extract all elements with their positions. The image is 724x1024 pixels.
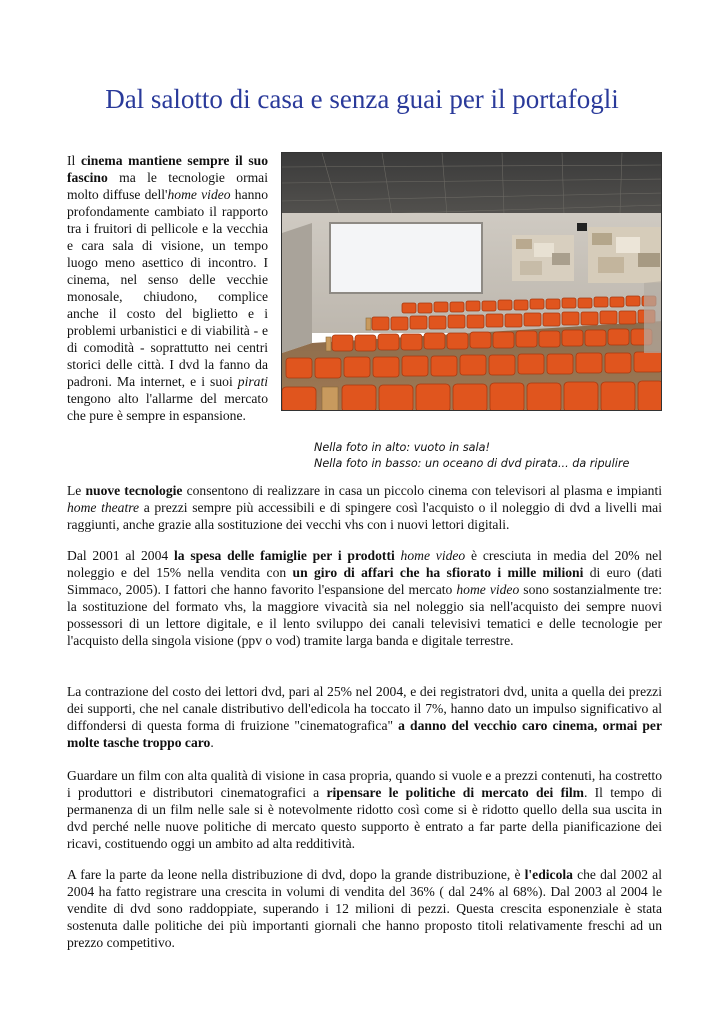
intro-paragraph <box>67 152 268 424</box>
cinema-hall-photo <box>281 152 662 411</box>
text-run: consentono di realizzare in casa un piccolo cinema con televisori al plasma e impianti <box>182 483 662 498</box>
photo-caption <box>314 440 694 472</box>
article-title: Dal salotto di casa e senza guai per il portafogli <box>105 84 619 114</box>
text-run: A fare la parte da leone nella distribuzione di dvd, dopo la grande distribuzione, è <box>67 867 525 882</box>
text-run: a prezzi sempre più accessibili e di spingere così l'acquisto o il noleggio di dvd a livelli mai raggiunti, anche grazie alla sostituzione dei vecchi vhs con i nuovi lettori digitali. <box>67 500 662 532</box>
bold-run: l'edicola <box>524 867 573 882</box>
bold-run: la spesa delle famiglie per i prodotti <box>173 548 395 563</box>
text-run: . <box>210 735 214 750</box>
text-run: tengono alto l'allarme del mercato che pure è sempre in espansione. <box>67 391 268 423</box>
bold-run: a danno del vecchio caro cinema, ormai per molte tasche troppo caro <box>67 718 662 750</box>
italic-run: home video <box>456 582 520 597</box>
italic-run: home theatre <box>67 500 140 515</box>
body-paragraph-5 <box>67 866 662 951</box>
text-run: ma le tecnologie ormai molto diffuse dell' <box>67 170 268 202</box>
italic-run: home video <box>167 187 231 202</box>
text-run: La contrazione del costo dei lettori dvd, pari al 25% nel 2004, e dei registratori dvd, unita a quella dei prezzi dei supporti, che nel canale distributivo dell'edicola ha toccato il 7%, hanno dato un impulso significativo al diffondersi di questa forma di fruizione "cinematografica" <box>67 684 662 733</box>
text-run: che dal 2002 al 2004 ha fatto registrare una crescita in volumi di vendita del 36% ( dal 24% al 68%). Dal 2003 al 2004 le vendite di dvd sono raddoppiate, superando i 12 milioni di pezzi. Questa crescita esponenziale è stata sostenuta dalle politiche dei più importanti giornali che hanno proposto titoli relativamente freschi ad un prezzo competitivo. <box>67 867 662 950</box>
italic-run: pirati <box>237 374 268 389</box>
text-run: Dal 2001 al 2004 <box>67 548 174 563</box>
bold-run: un giro di affari che ha sfiorato i mille milioni <box>292 565 584 580</box>
text-run: . Il tempo di permanenza di un film nelle sale si è notevolmente ridotto così come si è ridotto quello della sua uscita in dvd perché nelle nuove politiche di mercato questo supporto è entrato a far parte della pianificazione dei ricavi, costituendo oggi un ambito ad alta redditività. <box>67 785 663 851</box>
text-run: di euro (dati Simmaco, 2005). I fattori che hanno favorito l'espansione del mercato <box>67 565 662 597</box>
italic-run: home video <box>400 548 466 563</box>
text-run: hanno profondamente cambiato il rapporto tra i fruitori di pellicole e la vecchia e cara sala di visione, un tempo luogo meno asettico di incontro. I cinema, nel senso delle vecchie monosale, chiudono, complice anche il costo del biglietto e i problemi urbanistici e di viabilità - e di comodità - soprattutto nei centri storici delle città. I dvd la fanno da padroni. Ma internet, e i suoi <box>67 187 269 389</box>
text-run: Guardare un film con alta qualità di visione in casa propria, quando si vuole e a prezzi contenuti, ha costretto i produttori e distributori cinematografici a <box>67 768 662 800</box>
text-run: Il <box>67 153 81 168</box>
body-paragraph-4 <box>67 767 662 852</box>
caption-line-1: Nella foto in alto: vuoto in sala! <box>314 441 490 454</box>
bold-run: ripensare le politiche di mercato dei film <box>326 785 584 800</box>
body-paragraph-1 <box>67 482 662 533</box>
text-run: è cresciuta in media del 20% nel noleggio e del 15% nella vendita con <box>67 548 662 580</box>
text-run: sono sostanzialmente tre: la sostituzione del formato vhs, la maggiore vivacità sia nel noleggio sia nell'acquisto dei sempre nuovi possessori di un lettore digitale, e il lento sviluppo dei canali televisivi tematici e delle tecnologie per l'acquisto della singola visione (ppv o vod) tramite larga banda e digitale terrestre. <box>67 582 662 648</box>
caption-line-2: Nella foto in basso: un oceano di dvd pirata... da ripulire <box>314 457 630 470</box>
text-run: Le <box>67 483 86 498</box>
bold-run: nuove tecnologie <box>85 483 183 498</box>
bold-run: cinema mantiene sempre il suo fascino <box>67 153 268 185</box>
body-paragraph-3 <box>67 683 662 751</box>
body-paragraph-2 <box>67 547 662 649</box>
